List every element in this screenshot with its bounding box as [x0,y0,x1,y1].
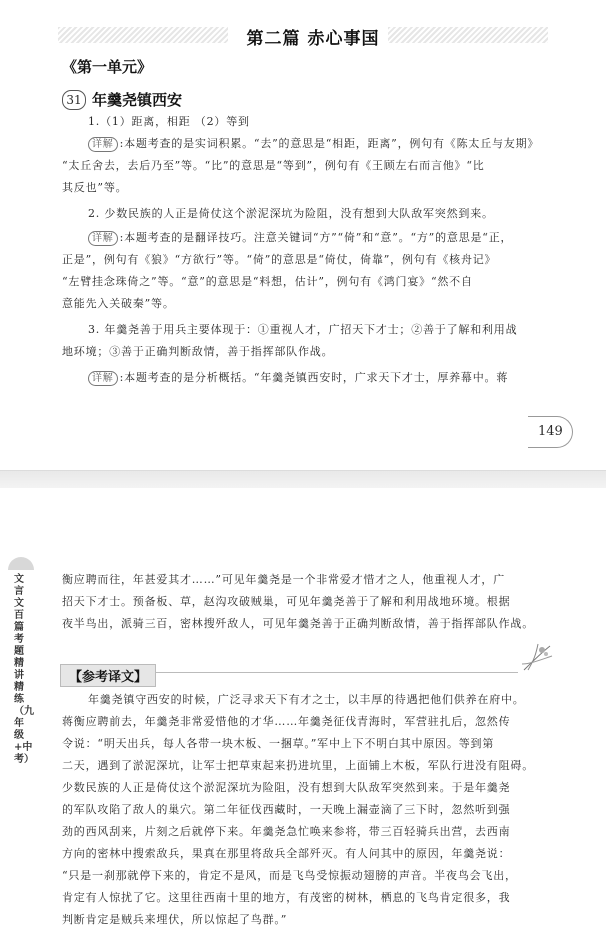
explain-3-cont-2: 招天下才士。预备板、草，赵沟攻破贼巢，可见年羹尧善于了解和利用战地环境。根据 [62,595,511,608]
translation-line-2: 蒋衡应聘前去，年羹尧非常爱惜他的才华……年羹尧征伐青海时，军营驻扎后，忽然传 [62,715,511,728]
explain-1-text: :本题考查的是实词积累。“去”的意思是“相距，距离”，例句有《陈太丘与友期》 [119,137,540,150]
detail-tag: 详解 [88,231,118,246]
translation-line-3: 令说：“明天出兵，每人各带一块木板、一捆草。”军中上下不明白其中原因。等到第 [62,737,495,750]
book-title-side: 文言文百篇考题精讲精练（九年级+中考） [14,574,34,765]
page-separator [0,470,606,490]
translation-line-8: 方向的密林中搜索敌兵，果真在那里将敌兵全部歼灭。有人问其中的原因，年羹尧说： [62,847,511,860]
answer-1: 1.（1）距离，相距 （2）等到 [88,115,250,128]
detail-tag: 详解 [88,137,118,152]
header-band-right [388,27,548,43]
explain-2-cont-1: 正是”，例句有《狼》“方欲行”等。“倚”的意思是“倚仗，倚靠”，例句有《核舟记》 [62,253,497,266]
explain-3-text: :本题考查的是分析概括。“年羹尧镇西安时，广求天下才士，厚养幕中。蒋 [119,371,509,384]
explain-1-cont: “太丘舍去，去后乃至”等。“比”的意思是“等到”，例句有《王顾左右而言他》“比 [62,159,485,172]
translation-line-9: “只是一刹那就停下来的，肯定不是风，而是飞鸟受惊振动翅膀的声音。半夜鸟会飞出， [62,869,517,882]
translation-line-11: 判断肯定是贼兵来埋伏，所以惊起了鸟群。” [62,913,288,926]
explain-2-cont-2: “左臂挂念珠倚之”等。“意”的意思是“料想，估计”，例句有《鸿门宴》“然不自 [62,275,473,288]
explain-3-line [88,368,508,388]
explain-2-end: 意能先入关破秦”等。 [62,297,175,310]
answer-3: 3. 年羹尧善于用兵主要体现于：①重视人才，广招天下才士；②善于了解和利用战 [88,323,518,336]
explain-1-end: 其反也”等。 [62,181,128,194]
explain-2-text: :本题考查的是翻译技巧。注意关键词“方”“倚”和“意”。“方”的意思是“正， [119,231,513,244]
lesson-number: 31 [62,90,86,110]
translation-line-6: 的军队攻陷了敌人的巢穴。第二年征伐西藏时，一天晚上漏壶滴了三下时，忽然听到强 [62,803,511,816]
explain-2-line [88,228,512,248]
translation-line-10: 肯定有人惊扰了它。这里往西南十里的地方，有茂密的树林，栖息的飞鸟肯定很多，我 [62,891,511,904]
answer-2: 2. 少数民族的人正是倚仗这个淤泥深坑为险阻，没有想到大队敌军突然到来。 [88,207,494,220]
reference-translation-heading: 【参考译文】 [60,664,156,687]
translation-line-5: 少数民族的人正是倚仗这个淤泥深坑为险阻，没有想到大队敌军突然到来。于是年羹尧 [62,781,511,794]
explain-3-cont-1: 衡应聘而往，年甚爱其才……”可见年羹尧是一个非常爱才惜才之人，他重视人才，广 [62,573,506,586]
chapter-title: 第二篇 赤心事国 [246,29,380,49]
explain-3-cont-3: 夜半鸟出，派骑三百，密林搜歼敌人，可见年羹尧善于正确判断敌情，善于指挥部队作战。 [62,617,534,630]
unit-heading: 《第一单元》 [62,58,153,76]
answer-3-cont: 地环境；③善于正确判断敌情，善于指挥部队作战。 [62,345,334,358]
translation-line-1: 年羹尧镇守西安的时候，广泛寻求天下有才之士，以丰厚的待遇把他们供养在府中。 [88,693,525,706]
page-149 [0,0,606,470]
lesson-title: 年羹尧镇西安 [92,91,183,109]
header-band-left [58,27,228,43]
translation-line-7: 劲的西风刮来，片刻之后就停下来。年羹尧急忙唤来参将，带三百轻骑兵出营，去西南 [62,825,511,838]
detail-tag: 详解 [88,371,118,386]
page-number: 149 [538,424,563,439]
explain-1-line [88,134,539,154]
orchid-icon [520,640,554,674]
translation-line-4: 二天，遇到了淤泥深坑，让军士把草束起来扔进坑里，上面铺上木板，军队行进没有阻碍。 [62,759,534,772]
